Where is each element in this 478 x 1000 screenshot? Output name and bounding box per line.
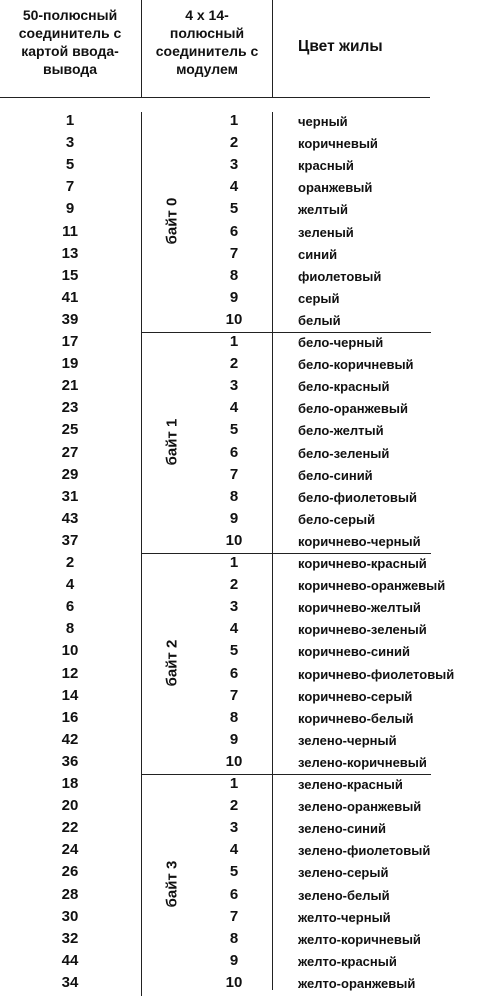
group-divider-vertical: [141, 554, 142, 775]
wire-color: желто-черный: [298, 909, 391, 925]
pin-50: 25: [61, 421, 79, 439]
pin-14: 7: [229, 907, 239, 925]
pin-14: 10: [225, 752, 243, 770]
pin-14: 5: [229, 421, 239, 439]
byte-group-label-text: байт 1: [163, 418, 181, 465]
pin-50: 23: [61, 399, 79, 417]
pin-14: 10: [225, 973, 243, 991]
pin-50: 24: [61, 841, 79, 859]
pin-50: 21: [61, 377, 79, 395]
pin-50: 13: [61, 244, 79, 262]
pin-50: 44: [61, 951, 79, 969]
pin-50: 28: [61, 885, 79, 903]
header-14pin-line: полюсный: [169, 25, 245, 41]
pin-14: 6: [229, 222, 239, 240]
pin-50: 34: [61, 973, 79, 991]
pin-14: 9: [229, 509, 239, 527]
wire-color: зелено-коричневый: [298, 754, 427, 770]
pin-50: 18: [61, 775, 79, 792]
wire-color: коричнево-оранжевый: [298, 578, 446, 594]
wire-color: зелено-белый: [298, 887, 390, 903]
wire-color: красный: [298, 158, 354, 174]
pin-14: 4: [229, 178, 239, 196]
pin-50: 5: [65, 156, 75, 174]
pin-14: 7: [229, 244, 239, 262]
wire-color: коричнево-черный: [298, 533, 421, 549]
wire-color: зелено-фиолетовый: [298, 843, 431, 859]
pin-14: 6: [229, 443, 239, 461]
pin-50: 15: [61, 266, 79, 284]
wire-color: зелено-черный: [298, 732, 397, 748]
byte-group-label-text: байт 2: [163, 639, 181, 686]
group-divider-vertical: [141, 333, 142, 554]
pin-50: 20: [61, 797, 79, 815]
header-14pin-line: модулем: [176, 61, 238, 77]
pin-14: 9: [229, 730, 239, 748]
wire-color: серый: [298, 290, 340, 306]
pin-50: 26: [61, 863, 79, 881]
wire-color: коричнево-желтый: [298, 600, 421, 616]
pin-50: 4: [65, 576, 75, 594]
pin-14: 9: [229, 288, 239, 306]
divider-vertical-right: [272, 112, 273, 990]
wire-color: оранжевый: [298, 180, 373, 196]
pin-50: 22: [61, 819, 79, 837]
wire-color: бело-коричневый: [298, 357, 414, 373]
pin-14: 2: [229, 355, 239, 373]
pin-50: 9: [65, 200, 75, 218]
pin-50: 31: [61, 487, 79, 505]
pin-50: 12: [61, 664, 79, 682]
group-divider-vertical: [141, 775, 142, 996]
pin-50: 19: [61, 355, 79, 373]
pin-50: 43: [61, 509, 79, 527]
pin-50: 16: [61, 708, 79, 726]
wire-color: коричнево-зеленый: [298, 622, 427, 638]
wire-color: коричнево-синий: [298, 644, 410, 660]
wire-color: бело-черный: [298, 335, 384, 350]
pin-14: 8: [229, 929, 239, 947]
wire-color: черный: [298, 114, 348, 129]
header-14pin-line: соединитель с: [155, 43, 259, 59]
wire-color: синий: [298, 246, 338, 262]
pin-50: 27: [61, 443, 79, 461]
pin-14: 2: [229, 797, 239, 815]
pin-50: 1: [65, 112, 75, 129]
header-wire-color: Цвет жилы: [298, 38, 383, 55]
header-50pin-line: 50-полюсный: [22, 7, 118, 23]
header-divider: [0, 97, 430, 98]
byte-group-label-text: байт 3: [163, 860, 181, 907]
pin-50: 6: [65, 598, 75, 616]
pin-50: 29: [61, 465, 79, 483]
pin-14: 7: [229, 465, 239, 483]
pin-50: 7: [65, 178, 75, 196]
pin-50: 17: [61, 333, 79, 350]
wire-color: бело-желтый: [298, 423, 384, 439]
wire-color: желто-коричневый: [298, 931, 421, 947]
pin-14: 6: [229, 885, 239, 903]
pin-14: 8: [229, 708, 239, 726]
pin-14: 1: [229, 775, 239, 792]
pin-50: 10: [61, 642, 79, 660]
wire-color: зелено-красный: [298, 777, 403, 792]
wire-color: желто-красный: [298, 953, 397, 969]
wire-color: зелено-оранжевый: [298, 799, 422, 815]
pin-50: 41: [61, 288, 79, 306]
wire-color: бело-синий: [298, 467, 373, 483]
pin-14: 8: [229, 266, 239, 284]
pin-50: 32: [61, 929, 79, 947]
pin-14: 4: [229, 841, 239, 859]
pin-50: 14: [61, 686, 79, 704]
header-50pin-line: вывода: [42, 61, 98, 77]
pin-14: 9: [229, 951, 239, 969]
wire-color: коричневый: [298, 136, 378, 152]
pin-14: 1: [229, 112, 239, 129]
pin-50: 11: [62, 222, 78, 240]
pin-50: 39: [61, 310, 79, 328]
pin-14: 5: [229, 863, 239, 881]
wire-color: белый: [298, 312, 341, 328]
header-14pin: [143, 6, 271, 78]
pin-14: 3: [229, 819, 239, 837]
pin-14: 2: [229, 576, 239, 594]
wire-color: бело-серый: [298, 511, 376, 527]
pin-50: 37: [61, 531, 79, 549]
pin-14: 4: [229, 620, 239, 638]
wire-color: зелено-синий: [298, 821, 387, 837]
wire-color: зелено-серый: [298, 865, 389, 881]
pin-14: 3: [229, 156, 239, 174]
pin-14: 7: [229, 686, 239, 704]
pin-14: 3: [229, 377, 239, 395]
pin-14: 8: [229, 487, 239, 505]
header-50pin-line: соединитель с: [18, 25, 122, 41]
wire-color: коричнево-фиолетовый: [298, 666, 455, 682]
group-divider-vertical: [141, 112, 142, 333]
wire-color: коричнево-серый: [298, 688, 413, 704]
pin-50: 2: [65, 554, 75, 571]
wire-color: зеленый: [298, 224, 354, 240]
wire-color: желтый: [298, 202, 348, 218]
wire-color: бело-фиолетовый: [298, 489, 417, 505]
pin-14: 10: [225, 310, 243, 328]
wire-color: желто-оранжевый: [298, 975, 416, 991]
pin-50: 3: [65, 134, 75, 152]
pin-14: 1: [229, 333, 239, 350]
wire-color: коричнево-красный: [298, 556, 427, 571]
pin-14: 10: [225, 531, 243, 549]
header-50pin-line: картой ввода-: [21, 43, 119, 59]
pin-14: 6: [229, 664, 239, 682]
wire-color: бело-красный: [298, 379, 390, 395]
pin-14: 2: [229, 134, 239, 152]
pin-14: 3: [229, 598, 239, 616]
pin-50: 30: [61, 907, 79, 925]
pin-50: 8: [65, 620, 75, 638]
pin-50: 42: [61, 730, 79, 748]
byte-group-label-text: байт 0: [163, 197, 181, 244]
pin-14: 4: [229, 399, 239, 417]
wire-color: фиолетовый: [298, 268, 382, 284]
header-14pin-line: 4 x 14-: [185, 7, 229, 23]
pin-50: 36: [61, 752, 79, 770]
wire-color: бело-оранжевый: [298, 401, 408, 417]
pin-14: 5: [229, 642, 239, 660]
pin-14: 5: [229, 200, 239, 218]
wire-color: бело-зеленый: [298, 445, 390, 461]
divider-vertical-2: [272, 0, 273, 98]
wire-color: коричнево-белый: [298, 710, 414, 726]
divider-vertical-1: [141, 0, 142, 98]
header-50pin: [0, 6, 140, 78]
pin-14: 1: [229, 554, 239, 571]
